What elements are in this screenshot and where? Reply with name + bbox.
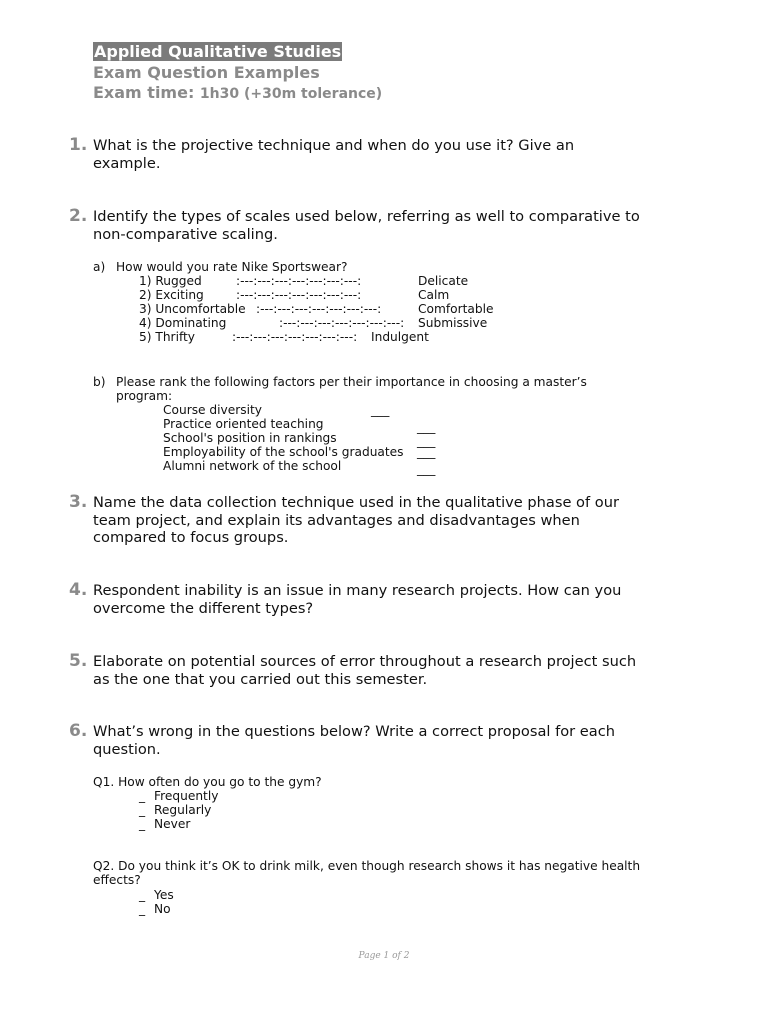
option-blank: _ xyxy=(139,902,146,916)
rank-blank: ___ xyxy=(417,434,436,448)
question-number: 5. xyxy=(69,651,88,671)
scale-right-label: Delicate xyxy=(418,274,469,288)
option-label: Regularly xyxy=(154,803,212,817)
question-line: example. xyxy=(93,154,161,172)
option-blank: _ xyxy=(139,888,146,902)
question-line: Respondent inability is an issue in many research projects. How can you xyxy=(93,582,622,599)
exam-time-value: 1h30 (+30m tolerance) xyxy=(199,86,383,102)
document-title: Applied Qualitative Studies xyxy=(94,42,342,61)
rank-item-label: Course diversity xyxy=(163,403,262,417)
sub-question xyxy=(93,859,640,887)
option-label: No xyxy=(154,902,171,916)
rank-blank: ___ xyxy=(371,403,390,417)
rank-blank: ___ xyxy=(417,462,436,476)
option-blank: _ xyxy=(139,803,146,817)
scale-line: :---:---:---:---:---:---:---: xyxy=(236,274,362,288)
question-line: Identify the types of scales used below, referring as well to comparative to xyxy=(93,208,640,225)
part-b-question xyxy=(116,375,587,403)
question-line: compared to focus groups. xyxy=(93,529,289,546)
question-line: overcome the different types? xyxy=(93,599,314,617)
scale-line: :---:---:---:---:---:---:---: xyxy=(232,330,358,344)
question-text xyxy=(93,723,615,758)
question-line: team project, and explain its advantages and disadvantages when xyxy=(93,511,580,529)
question-line: What’s wrong in the questions below? Write a correct proposal for each xyxy=(93,723,615,740)
part-b-marker: b) xyxy=(93,375,106,389)
option-blank: _ xyxy=(139,789,146,803)
question-number: 6. xyxy=(69,721,88,741)
scale-right-label: Submissive xyxy=(418,316,488,330)
question-line: non-comparative scaling. xyxy=(93,225,278,243)
question-text xyxy=(93,494,619,547)
option-blank: _ xyxy=(139,817,146,831)
exam-time xyxy=(93,83,382,104)
part-a-question: How would you rate Nike Sportswear? xyxy=(116,260,348,274)
option-label: Frequently xyxy=(154,789,219,803)
question-line: question. xyxy=(93,740,161,758)
question-text xyxy=(93,137,574,172)
question-number: 1. xyxy=(69,135,88,155)
part-b-question-line: Please rank the following factors per their importance in choosing a master’s xyxy=(116,375,587,389)
document-subtitle: Exam Question Examples xyxy=(93,63,320,82)
scale-label: 1) Rugged xyxy=(139,274,202,288)
scale-label: 2) Exciting xyxy=(139,288,204,302)
scale-label: 3) Uncomfortable xyxy=(139,302,246,316)
question-line: What is the projective technique and when do you use it? Give an xyxy=(93,137,575,154)
rank-item-label: Alumni network of the school xyxy=(163,459,342,473)
scale-right-label: Indulgent xyxy=(371,330,429,344)
question-number: 3. xyxy=(69,492,88,512)
scale-right-label: Comfortable xyxy=(418,302,494,316)
sub-question-line: Q2. Do you think it’s OK to drink milk, even though research shows it has negative health xyxy=(93,859,641,873)
rank-blank: ___ xyxy=(417,420,436,434)
question-line: Name the data collection technique used in the qualitative phase of our xyxy=(93,494,619,511)
question-text xyxy=(93,208,640,243)
scale-label: 5) Thrifty xyxy=(139,330,196,344)
rank-blank: ___ xyxy=(417,445,436,459)
scale-line: :---:---:---:---:---:---:---: xyxy=(236,288,362,302)
scale-right-label: Calm xyxy=(418,288,450,302)
sub-question: Q1. How often do you go to the gym? xyxy=(93,775,322,789)
question-line: Elaborate on potential sources of error throughout a research project such xyxy=(93,653,637,670)
rank-item-label: Practice oriented teaching xyxy=(163,417,324,431)
question-line: as the one that you carried out this semester. xyxy=(93,670,428,688)
page-footer: Page 1 of 2 xyxy=(358,951,410,961)
question-number: 4. xyxy=(69,580,88,600)
part-a-marker: a) xyxy=(93,260,106,274)
option-label: Yes xyxy=(154,888,174,902)
option-label: Never xyxy=(154,817,191,831)
part-b-question-line: program: xyxy=(116,389,173,403)
scale-line: :---:---:---:---:---:---:---: xyxy=(279,316,405,330)
exam-time-label: Exam time: xyxy=(93,83,195,102)
question-number: 2. xyxy=(69,206,88,226)
scale-line: :---:---:---:---:---:---:---: xyxy=(256,302,382,316)
question-text xyxy=(93,582,621,617)
rank-item-label: Employability of the school's graduates xyxy=(163,445,404,459)
question-text xyxy=(93,653,636,688)
sub-question-line: effects? xyxy=(93,873,141,887)
scale-label: 4) Dominating xyxy=(139,316,227,330)
rank-item-label: School's position in rankings xyxy=(163,431,337,445)
